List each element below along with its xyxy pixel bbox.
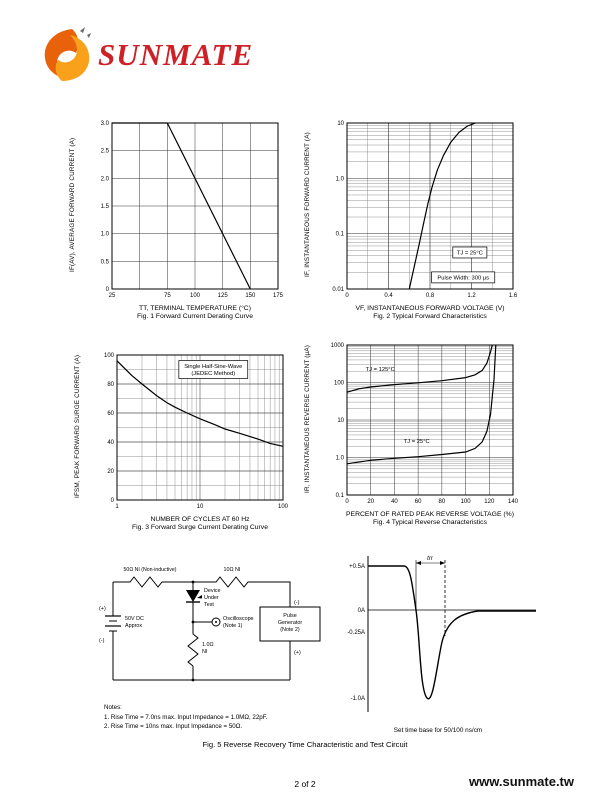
svg-text:125: 125 [217, 293, 228, 299]
svg-text:0.8: 0.8 [425, 293, 435, 299]
forward-characteristic [409, 123, 475, 289]
figure-2 [304, 115, 522, 320]
source-minus-label: (-) [99, 638, 105, 644]
diode-symbol [186, 590, 200, 602]
svg-text:60: 60 [107, 411, 114, 417]
pulse-generator-label: Pulse Generator (Note 2) [277, 613, 303, 633]
svg-text:20: 20 [367, 499, 375, 505]
note-2: 2. Rise Time = 10ns max. Input Impedance = 50Ω. [104, 723, 243, 730]
top-wire-with-resistors [113, 577, 290, 607]
fig2-plot [317, 115, 522, 304]
figure-3 [74, 347, 292, 531]
pg-minus-label: (-) [294, 600, 300, 606]
svg-text:1000: 1000 [330, 343, 344, 349]
svg-text:0.5: 0.5 [100, 259, 109, 266]
brand-text: SUNMATE [98, 36, 254, 72]
fig1-caption: Fig. 1 Forward Current Derating Curve [137, 313, 253, 320]
svg-text:25: 25 [108, 293, 116, 299]
junction-dot-top [192, 581, 195, 584]
waveform-caption: Set time base for 50/100 ns/cm [393, 727, 483, 734]
svg-text:10: 10 [337, 418, 344, 424]
annotation-text: (JEDEC Method) [191, 371, 236, 377]
svg-text:2.5: 2.5 [100, 148, 109, 155]
fig3-y-axis-label: IFSM, PEAK FORWARD SURGE CURRENT (A) [74, 354, 81, 498]
svg-text:140: 140 [507, 499, 519, 505]
fig3-plot [87, 347, 292, 515]
svg-text:0: 0 [105, 287, 109, 293]
svg-text:0: 0 [345, 293, 349, 299]
resistor-1ohm-symbol [188, 634, 198, 666]
fig5-waveform [338, 552, 538, 720]
pg-plus-label: (+) [294, 650, 301, 656]
svg-text:0: 0 [110, 498, 114, 504]
svg-text:20: 20 [107, 469, 114, 475]
svg-text:0.1: 0.1 [335, 493, 344, 499]
fig4-plot [317, 337, 522, 510]
svg-text:1.0: 1.0 [100, 231, 109, 238]
oscilloscope-label: Oscilloscope (Note 1) [223, 616, 254, 629]
svg-text:40: 40 [107, 440, 114, 446]
svg-text:100: 100 [189, 293, 201, 299]
svg-text:80: 80 [107, 382, 114, 388]
svg-text:75: 75 [163, 293, 171, 299]
annotation-text: TJ = 125°C [365, 367, 395, 373]
svg-text:0.01: 0.01 [332, 287, 344, 293]
y-label-zero: 0A [357, 608, 365, 614]
svg-text:0.1: 0.1 [335, 231, 344, 238]
fig1-x-axis-label: TT, TERMINAL TEMPERATURE (°C) [139, 305, 251, 312]
resistor-50ohm-label: 50Ω NI (Non-inductive) [123, 567, 177, 573]
source-value-label: 50V DC Approx [125, 616, 144, 629]
source-plus-label: (+) [99, 606, 106, 612]
oscilloscope-probe-dot [215, 621, 217, 623]
svg-text:150: 150 [245, 293, 256, 299]
svg-text:100: 100 [333, 380, 344, 387]
svg-text:100: 100 [277, 504, 289, 510]
svg-text:1.5: 1.5 [100, 204, 109, 210]
svg-text:175: 175 [272, 293, 284, 299]
svg-text:1: 1 [115, 504, 119, 510]
fig4-y-axis-label: IR, INSTANTANEOUS REVERSE CURRENT (μA) [304, 344, 311, 493]
resistor-10ohm-label: 10Ω NI [223, 567, 241, 573]
fig4-x-axis-label: PERCENT OF RATED PEAK REVERSE VOLTAGE (%) [346, 511, 514, 518]
annotation-text: TJ = 25°C [456, 250, 483, 257]
page-number: 2 of 2 [294, 779, 316, 789]
annotation-text: Pulse Width: 300 μs [437, 275, 490, 282]
trr-arrowhead-left [416, 561, 421, 565]
svg-text:2.0: 2.0 [100, 176, 109, 183]
website-url: www.sunmate.tw [469, 774, 574, 789]
svg-text:80: 80 [438, 499, 446, 505]
svg-text:120: 120 [484, 499, 495, 505]
figure-1 [69, 115, 287, 320]
battery-symbol [105, 616, 121, 631]
resistor-1ohm-label: 1.0Ω NI [202, 642, 214, 655]
svg-text:0: 0 [345, 499, 349, 505]
y-label-minus1: -1.0A [350, 696, 365, 702]
fig1-y-axis-label: IF(AV), AVERAGE FORWARD CURRENT (A) [69, 137, 76, 273]
fig5-caption: Fig. 5 Reverse Recovery Time Characteristic and Test Circuit [202, 740, 408, 749]
trr-arrowhead-right [440, 561, 445, 565]
svg-text:1.0: 1.0 [335, 176, 344, 183]
flame-logo-icon [36, 24, 92, 84]
fig5-notes [104, 703, 268, 732]
svg-text:10: 10 [337, 121, 344, 127]
fig3-caption: Fig. 3 Forward Surge Current Derating Curve [132, 524, 268, 531]
trr-label: trr [427, 556, 433, 562]
fig2-x-axis-label: VF, INSTANTANEOUS FORWARD VOLTAGE (V) [355, 305, 505, 312]
svg-text:0.4: 0.4 [384, 293, 393, 299]
note-1: 1. Rise Time = 7.0ns max. Input Impedance = 1.0MΩ, 22pF. [104, 713, 268, 721]
fig2-y-axis-label: IF, INSTANTANEOUS FORWARD CURRENT (A) [304, 132, 311, 278]
fig3-x-axis-label: NUMBER OF CYCLES AT 60 Hz [150, 516, 250, 523]
svg-text:100: 100 [460, 499, 471, 505]
header-logo [36, 24, 253, 84]
svg-text:10: 10 [196, 504, 204, 510]
junction-dot-bottom [192, 679, 195, 682]
dut-label: Device Under Test [204, 588, 221, 608]
figure-4 [304, 337, 522, 526]
annotation-text: TJ = 25°C [403, 439, 430, 445]
notes-title: Notes: [104, 704, 122, 711]
annotation-text: Single Half-Sine-Wave [184, 364, 243, 370]
y-label-minus025: -0.25A [347, 630, 365, 636]
fig1-plot [82, 115, 287, 304]
svg-text:40: 40 [391, 499, 398, 505]
dut-arrow [197, 595, 202, 599]
svg-text:1.0: 1.0 [335, 455, 344, 462]
reverse-current-25c [347, 345, 496, 464]
svg-text:3.0: 3.0 [100, 121, 109, 127]
fig5-test-circuit [98, 562, 328, 712]
svg-text:1.6: 1.6 [508, 293, 518, 299]
svg-text:1.2: 1.2 [467, 293, 476, 299]
y-label-plus05: +0.5A [349, 564, 365, 570]
svg-text:100: 100 [103, 353, 114, 359]
fig2-caption: Fig. 2 Typical Forward Characteristics [373, 313, 487, 320]
svg-text:60: 60 [414, 499, 422, 505]
fig5-waveform-block [338, 552, 538, 734]
recovery-current-curve [368, 566, 536, 699]
fig4-caption: Fig. 4 Typical Reverse Characteristics [373, 519, 487, 526]
